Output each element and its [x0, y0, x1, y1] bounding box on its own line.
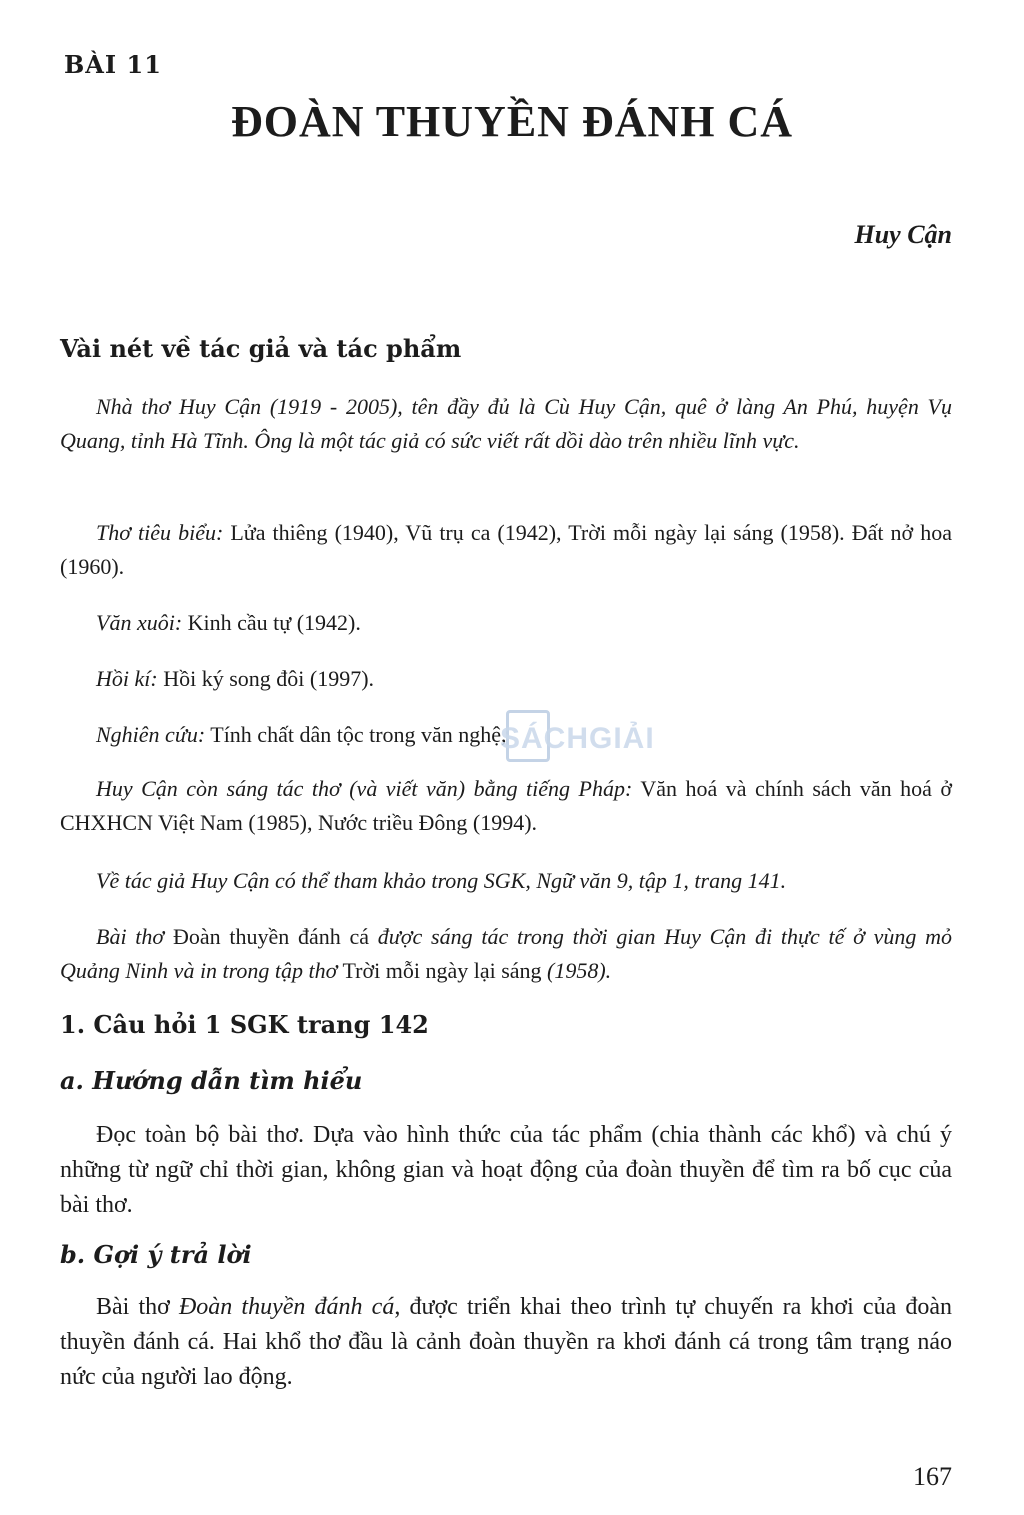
answer-body: , được triển khai theo trình tự chuyến ra khơi của đoàn thuyền đánh cá. Hai khổ thơ đầu là cảnh đoàn thuyền ra khơi đánh cá trong tâm trạng náo nức của người lao động.: [60, 1294, 953, 1390]
poem-note-lead: Bài thơ: [96, 924, 165, 949]
french-label: Huy Cận còn sáng tác thơ (và viết văn) bằng tiếng Pháp:: [96, 776, 633, 801]
poetry-text: Lửa thiêng (1940), Vũ trụ ca (1942), Trời mỗi ngày lại sáng (1958). Đất nở hoa (1960).: [60, 520, 953, 579]
poetry-label: Thơ tiêu biểu:: [96, 520, 224, 545]
question-1-heading: 1. Câu hỏi 1 SGK trang 142: [60, 1010, 429, 1039]
author-bio: [60, 390, 952, 458]
memoir-text: Hồi ký song đôi (1997).: [163, 666, 375, 691]
author-bio-text: Nhà thơ Huy Cận (1919 - 2005), tên đầy đủ là Cù Huy Cận, quê ở làng An Phú, huyện Vụ Quang, tỉnh Hà Tĩnh. Ông là một tác giả có sức viết rất dồi dào trên nhiều lĩnh vực.: [60, 394, 952, 453]
french-works: [60, 772, 952, 840]
answer-lead: Bài thơ: [96, 1294, 170, 1320]
guide-text: [60, 1118, 952, 1223]
memoir-label: Hồi kí:: [96, 666, 158, 691]
reference-note: [60, 864, 952, 898]
page-title: ĐOÀN THUYỀN ĐÁNH CÁ: [230, 97, 794, 146]
lesson-label: BÀI 11: [64, 50, 162, 79]
poem-note-collection: Trời mỗi ngày lại sáng: [342, 958, 542, 983]
prose-works: [60, 606, 952, 640]
intro-heading: Vài nét về tác giả và tác phẩm: [60, 334, 462, 363]
memoir-works: [60, 662, 952, 696]
guide-heading: a. Hướng dẫn tìm hiểu: [60, 1066, 363, 1095]
answer-text: [60, 1290, 952, 1395]
reference-text: Về tác giả Huy Cận có thể tham khảo trong SGK, Ngữ văn 9, tập 1, trang 141.: [96, 868, 787, 893]
answer-poem-title: Đoàn thuyền đánh cá: [178, 1294, 395, 1320]
research-label: Nghiên cứu:: [96, 722, 206, 747]
poetry-works: [60, 516, 952, 584]
watermark-text: SÁCHGIẢI: [500, 722, 655, 755]
answer-heading: b. Gợi ý trả lời: [60, 1240, 252, 1269]
poem-note-title: Đoàn thuyền đánh cá: [172, 924, 370, 949]
prose-text: Kinh cầu tự (1942).: [187, 610, 361, 635]
page-number: 167: [913, 1462, 952, 1491]
french-text: Văn hoá và chính sách văn hoá ở CHXHCN Việt Nam (1985), Nước triều Đông (1994).: [60, 776, 953, 835]
author-name: Huy Cận: [854, 220, 952, 249]
poem-origin-note: [60, 920, 952, 988]
research-text: Tính chất dân tộc trong văn nghệ,: [210, 722, 507, 747]
guide-text-body: Đọc toàn bộ bài thơ. Dựa vào hình thức của tác phẩm (chia thành các khổ) và chú ý những từ ngữ chỉ thời gian, không gian và hoạt động của đoàn thuyền để tìm ra bố cục của bài thơ.: [60, 1122, 952, 1218]
poem-note-year: (1958).: [547, 958, 612, 983]
watermark-logo: [500, 708, 655, 772]
prose-label: Văn xuôi:: [96, 610, 183, 635]
poem-note-body: được sáng tác trong thời gian Huy Cận đi thực tế ở vùng mỏ Quảng Ninh và in trong tập thơ: [60, 924, 953, 983]
